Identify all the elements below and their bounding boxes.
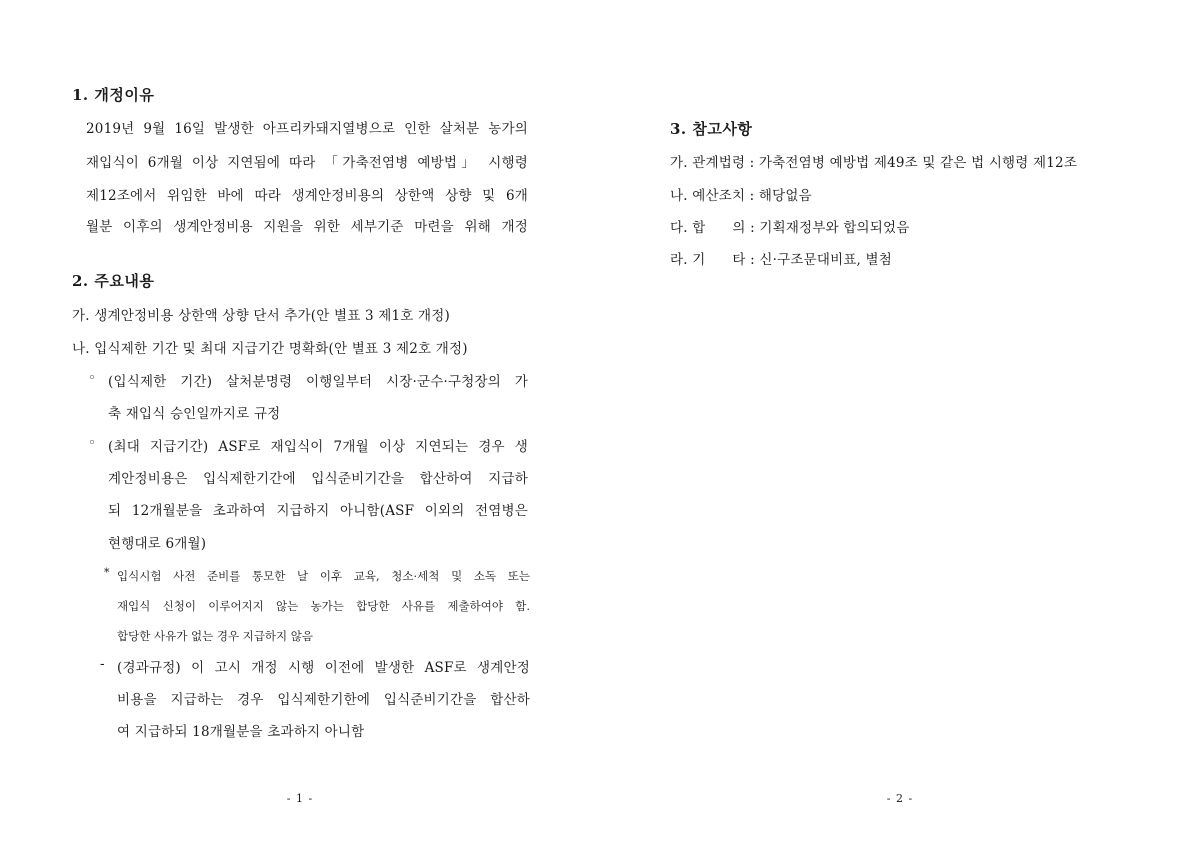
bullet-2-line-3: 되 12개월분을 초과하여 지급하지 아니함(ASF 이외의 전염병은 <box>108 503 528 519</box>
dash-line-2: 비용을 지급하는 경우 입식제한기한에 입식준비기간을 합산하 <box>117 692 530 708</box>
note-marker: * <box>104 566 110 579</box>
dash-line-3: 여 지급하되 18개월분을 초과하지 아니함 <box>117 724 365 740</box>
reference-item-2: 나. 예산조치 : 해당없음 <box>670 188 812 204</box>
reference-item-1: 가. 관계법령 : 가축전염병 예방법 제49조 및 같은 법 시행령 제12조 <box>670 155 1078 171</box>
page-number: - 2 - <box>886 792 914 805</box>
section-2-heading: 2. 주요내용 <box>72 272 155 290</box>
page-number: - 1 - <box>286 792 314 805</box>
item-na: 나. 입식제한 기간 및 최대 지급기간 명확화(안 별표 3 제2호 개정) <box>72 341 468 357</box>
reference-item-4: 라. 기 타 : 신·구조문대비표, 별첨 <box>670 252 893 268</box>
item-ga: 가. 생계안정비용 상한액 상향 단서 추가(안 별표 3 제1호 개정) <box>72 308 450 324</box>
note-line-3: 합당한 사유가 없는 경우 지급하지 않음 <box>117 629 314 643</box>
dash-marker: - <box>100 656 105 672</box>
section-1-line-1: 2019년 9월 16일 발생한 아프리카돼지열병으로 인한 살처분 농가의 <box>86 121 528 137</box>
bullet-2-marker: ◦ <box>88 435 96 451</box>
section-3-heading: 3. 참고사항 <box>670 120 753 138</box>
section-1-line-3: 제12조에서 위임한 바에 따라 생계안정비용의 상한액 상향 및 6개 <box>86 188 528 204</box>
section-1-line-2: 재입식이 6개월 이상 지연됨에 따라 「가축전염병 예방법」 시행령 <box>86 155 528 171</box>
bullet-2-line-1: (최대 지급기간) ASF로 재입식이 7개월 이상 지연되는 경우 생 <box>108 439 528 455</box>
note-line-1: 입식시험 사전 준비를 통모한 날 이후 교육, 청소·세척 및 소독 또는 <box>117 569 530 583</box>
bullet-1-line-1: (입식제한 기간) 살처분명령 이행일부터 시장·군수·구청장의 가 <box>108 374 528 390</box>
bullet-2-line-2: 계안정비용은 입식제한기간에 입식준비기간을 합산하여 지급하 <box>108 471 528 487</box>
note-line-2: 재입식 신청이 이루어지지 않는 농가는 합당한 사유를 제출하여야 함. <box>117 599 530 613</box>
bullet-1-marker: ◦ <box>88 370 96 386</box>
section-1-line-4: 월분 이후의 생계안정비용 지원을 위한 세부기준 마련을 위해 개정 <box>86 219 528 235</box>
dash-line-1: (경과규정) 이 고시 개정 시행 이전에 발생한 ASF로 생계안정 <box>117 660 530 676</box>
section-1-heading: 1. 개정이유 <box>72 86 155 104</box>
reference-item-3: 다. 합 의 : 기획재정부와 합의되었음 <box>670 220 910 236</box>
bullet-2-line-4: 현행대로 6개월) <box>108 536 207 552</box>
bullet-1-line-2: 축 재입식 승인일까지로 규정 <box>108 406 281 422</box>
page-2 <box>600 0 1200 848</box>
